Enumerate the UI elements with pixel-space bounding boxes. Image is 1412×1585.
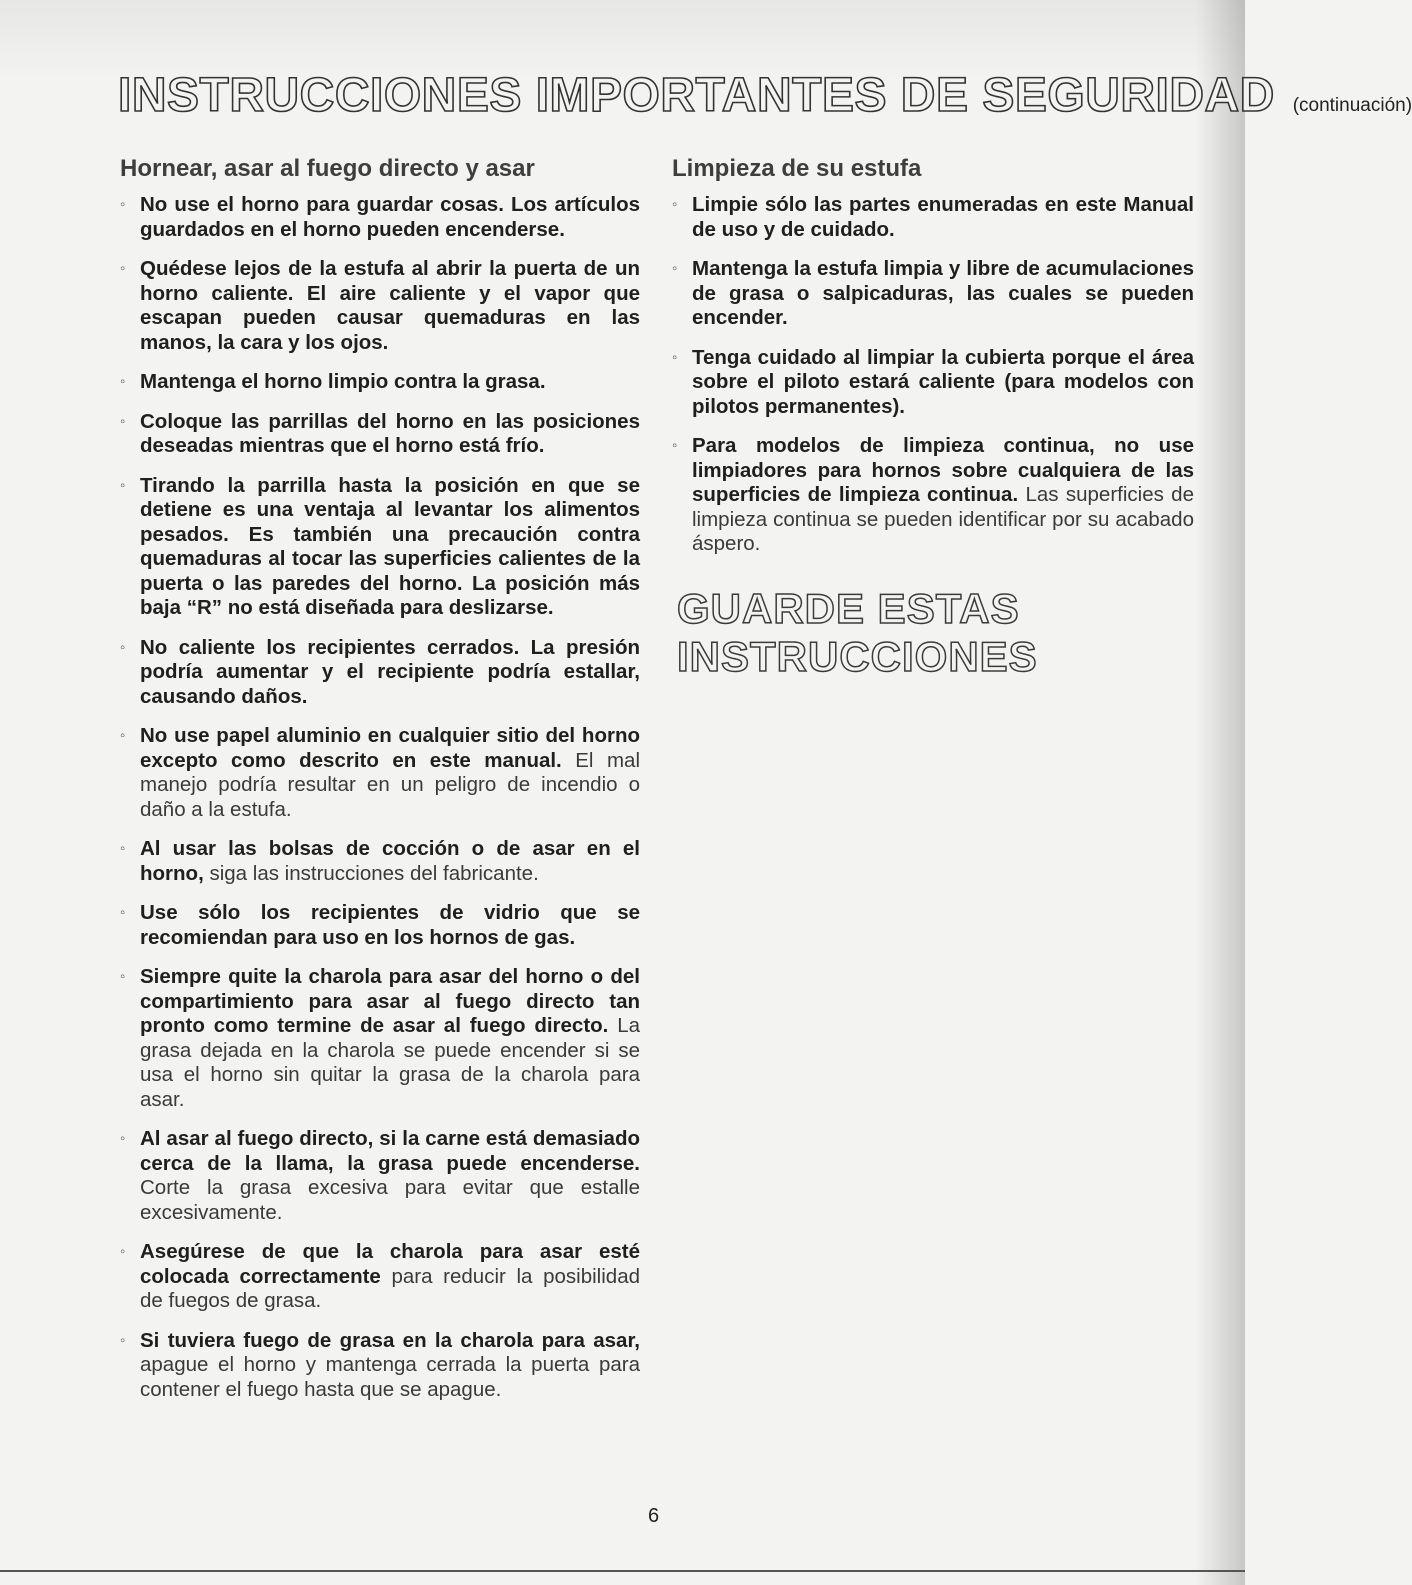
item-bold: Si tuviera fuego de grasa en la charola para asar,: [140, 1328, 640, 1352]
left-column: [120, 155, 640, 1417]
bottom-divider: [0, 1570, 1245, 1572]
item-text: siga las instrucciones del fabricante.: [203, 861, 539, 885]
item-bold: No caliente los recipientes cerrados. La presión podría aumentar y el recipiente podría estallar, causando daños.: [140, 635, 640, 708]
list-item: [120, 636, 640, 710]
list-item: [120, 474, 640, 621]
item-text: Las superficies de limpieza continua se pueden identificar por su acabado áspero.: [692, 483, 1194, 555]
item-bold: Para modelos de limpieza continua, no use limpiadores para hornos sobre cualquiera de las superficies de limpieza continua.: [692, 434, 1194, 506]
list-item: [672, 346, 1194, 420]
list-item: [120, 1127, 640, 1225]
item-text: para reducir la posibilidad de fuegos de grasa.: [140, 1264, 640, 1312]
page-number: 6: [648, 1505, 660, 1527]
list-item: [120, 965, 640, 1112]
page-title: [118, 68, 1412, 123]
item-bold: Siempre quite la charola para asar del horno o del compartimiento para asar al fuego directo tan pronto como termine de asar al fuego directo.: [140, 965, 640, 1037]
item-bold: Asegúrese de que la charola para asar esté colocada correctamente: [140, 1240, 640, 1288]
item-text: Corte la grasa excesiva para evitar que estalle excesivamente.: [140, 1176, 640, 1224]
list-item: [120, 370, 640, 395]
save-instructions-heading: [677, 585, 1157, 681]
title-continuation: (continuación): [1292, 95, 1412, 116]
item-bold: Tenga cuidado al limpiar la cubierta porque el área sobre el piloto estará caliente (para modelos con pilotos permanentes).: [692, 345, 1194, 418]
list-item: [120, 1329, 640, 1403]
list-item: [672, 434, 1194, 557]
item-text: El mal manejo podría resultar en un peligro de incendio o daño a la estufa.: [140, 748, 641, 821]
list-item: [120, 410, 640, 459]
item-text: La grasa dejada en la charola se puede encender si se usa el horno sin quitar la grasa de la charola para asar.: [140, 1014, 640, 1111]
item-text: apague el horno y mantenga cerrada la puerta para contener el fuego hasta que se apague.: [140, 1353, 640, 1401]
baking-safety-list: [120, 193, 640, 1402]
list-item: [672, 257, 1194, 331]
list-item: [120, 837, 640, 886]
save-line-2: INSTRUCCIONES: [677, 633, 1038, 680]
list-item: [120, 257, 640, 355]
item-bold: Mantenga la estufa limpia y libre de acumulaciones de grasa o salpicaduras, las cuales se pueden encender.: [692, 257, 1194, 329]
list-item: [120, 901, 640, 950]
item-bold: Tirando la parrilla hasta la posición en que se detiene es una ventaja al levantar los alimentos pesados. Es también una precaución contra quemaduras al tocar las superficies calientes de la puerta o las paredes del horno. La posición más baja “R” no está diseñada para deslizarse.: [140, 473, 640, 619]
section-heading-cleaning: Limpieza de su estufa: [672, 155, 922, 182]
save-line-1: GUARDE ESTAS: [677, 585, 1020, 632]
item-bold: Quédese lejos de la estufa al abrir la puerta de un horno caliente. El aire caliente y el vapor que escapan pueden causar quemaduras en las manos, la cara y los ojos.: [140, 257, 640, 354]
item-bold: Coloque las parrillas del horno en las posiciones deseadas mientras que el horno está frío.: [140, 409, 640, 457]
item-bold: Al usar las bolsas de cocción o de asar en el horno,: [140, 837, 640, 885]
list-item: [120, 193, 640, 242]
list-item: [120, 1240, 640, 1314]
item-bold: Limpie sólo las partes enumeradas en este Manual de uso y de cuidado.: [692, 193, 1194, 241]
list-item: [672, 193, 1194, 242]
cleaning-safety-list: [672, 193, 1194, 557]
title-text: INSTRUCCIONES IMPORTANTES DE SEGURIDAD: [118, 69, 1275, 122]
item-bold: No use papel aluminio en cualquier sitio del horno excepto como descrito en este manual.: [140, 724, 640, 772]
list-item: [120, 724, 640, 822]
item-bold: Use sólo los recipientes de vidrio que se recomiendan para uso en los hornos de gas.: [140, 901, 640, 949]
section-heading-baking: Hornear, asar al fuego directo y asar: [120, 155, 535, 182]
right-column: [672, 155, 1194, 572]
item-bold: Al asar al fuego directo, si la carne está demasiado cerca de la llama, la grasa puede encenderse.: [140, 1127, 640, 1175]
item-bold: No use el horno para guardar cosas. Los artículos guardados en el horno pueden encenderse.: [140, 193, 640, 241]
item-bold: Mantenga el horno limpio contra la grasa.: [140, 370, 546, 393]
